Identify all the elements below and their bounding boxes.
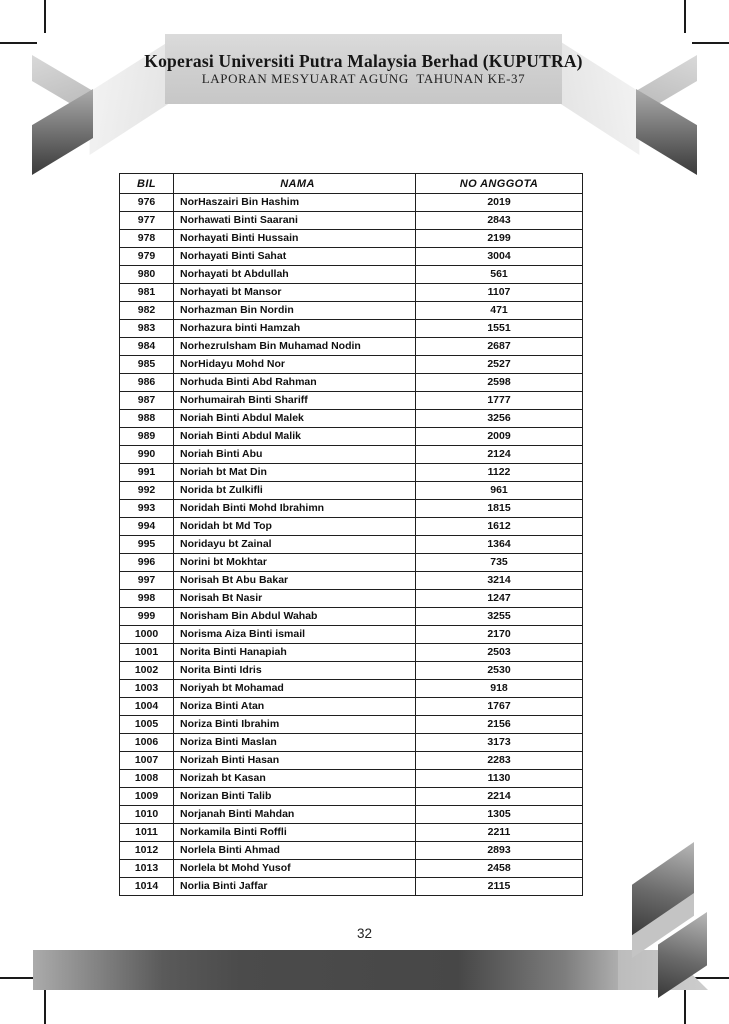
bil-cell: 992: [120, 482, 174, 500]
bil-cell: 1011: [120, 824, 174, 842]
member-no-cell: 2009: [416, 428, 583, 446]
member-no-cell: 2156: [416, 716, 583, 734]
member-no-cell: 2124: [416, 446, 583, 464]
bil-cell: 1009: [120, 788, 174, 806]
member-no-cell: 1767: [416, 698, 583, 716]
member-no-cell: 2214: [416, 788, 583, 806]
table-row: [120, 788, 583, 806]
name-cell: Norhuda Binti Abd Rahman: [174, 374, 416, 392]
column-header-nama: NAMA: [174, 174, 416, 194]
bil-cell: 984: [120, 338, 174, 356]
crop-mark-top-right-vertical: [684, 0, 686, 33]
bil-cell: 981: [120, 284, 174, 302]
bil-cell: 995: [120, 536, 174, 554]
name-cell: Norhayati Binti Sahat: [174, 248, 416, 266]
table-row: [120, 302, 583, 320]
table-row: [120, 464, 583, 482]
table-row: [120, 248, 583, 266]
table-row: [120, 230, 583, 248]
member-no-cell: 1364: [416, 536, 583, 554]
name-cell: Noriah Binti Abu: [174, 446, 416, 464]
member-no-cell: 2211: [416, 824, 583, 842]
member-no-cell: 1305: [416, 806, 583, 824]
report-title: Koperasi Universiti Putra Malaysia Berhad (KUPUTRA): [144, 51, 583, 71]
table-row: [120, 806, 583, 824]
bil-cell: 994: [120, 518, 174, 536]
bil-cell: 990: [120, 446, 174, 464]
report-subtitle: LAPORAN MESYUARAT AGUNG TAHUNAN KE-37: [201, 71, 526, 86]
member-table: [119, 173, 583, 896]
bil-cell: 978: [120, 230, 174, 248]
member-no-cell: 3255: [416, 608, 583, 626]
bil-cell: 988: [120, 410, 174, 428]
column-header-no-anggota: NO ANGGOTA: [416, 174, 583, 194]
name-cell: Norisham Bin Abdul Wahab: [174, 608, 416, 626]
bil-cell: 996: [120, 554, 174, 572]
table-row: [120, 320, 583, 338]
member-no-cell: 3214: [416, 572, 583, 590]
crop-mark-bottom-left-horizontal: [0, 977, 36, 979]
table-row: [120, 770, 583, 788]
name-cell: Noridah Binti Mohd Ibrahimn: [174, 500, 416, 518]
member-no-cell: 1247: [416, 590, 583, 608]
header-banner: [144, 34, 583, 104]
member-no-cell: 961: [416, 482, 583, 500]
name-cell: Norlia Binti Jaffar: [174, 878, 416, 896]
table-row: [120, 500, 583, 518]
table-row: [120, 536, 583, 554]
member-no-cell: 2843: [416, 212, 583, 230]
bil-cell: 976: [120, 194, 174, 212]
member-no-cell: 3256: [416, 410, 583, 428]
table-row: [120, 266, 583, 284]
member-table-body: [120, 194, 583, 896]
member-no-cell: 2527: [416, 356, 583, 374]
bil-cell: 1007: [120, 752, 174, 770]
column-header-bil: BIL: [120, 174, 174, 194]
name-cell: Norjanah Binti Mahdan: [174, 806, 416, 824]
crop-mark-bottom-right-vertical: [684, 984, 686, 1024]
member-no-cell: 2893: [416, 842, 583, 860]
member-no-cell: 1551: [416, 320, 583, 338]
bil-cell: 1008: [120, 770, 174, 788]
crop-mark-top-left-horizontal: [0, 42, 37, 44]
name-cell: Norlela Binti Ahmad: [174, 842, 416, 860]
table-row: [120, 554, 583, 572]
bil-cell: 1013: [120, 860, 174, 878]
name-cell: Norhayati bt Abdullah: [174, 266, 416, 284]
table-row: [120, 644, 583, 662]
table-row: [120, 212, 583, 230]
table-row: [120, 518, 583, 536]
bil-cell: 1004: [120, 698, 174, 716]
member-no-cell: 2019: [416, 194, 583, 212]
table-row: [120, 734, 583, 752]
name-cell: Norhayati Binti Hussain: [174, 230, 416, 248]
member-no-cell: 1107: [416, 284, 583, 302]
table-row: [120, 860, 583, 878]
table-row: [120, 824, 583, 842]
bil-cell: 1006: [120, 734, 174, 752]
table-row: [120, 338, 583, 356]
table-row: [120, 842, 583, 860]
member-no-cell: 1122: [416, 464, 583, 482]
table-row: [120, 662, 583, 680]
name-cell: Noridah bt Md Top: [174, 518, 416, 536]
name-cell: Noriyah bt Mohamad: [174, 680, 416, 698]
bil-cell: 982: [120, 302, 174, 320]
name-cell: Norhawati Binti Saarani: [174, 212, 416, 230]
member-no-cell: 2687: [416, 338, 583, 356]
member-no-cell: 2458: [416, 860, 583, 878]
name-cell: Noridayu bt Zainal: [174, 536, 416, 554]
table-row: [120, 752, 583, 770]
bil-cell: 985: [120, 356, 174, 374]
member-no-cell: 2115: [416, 878, 583, 896]
table-row: [120, 626, 583, 644]
ribbon-chevron-right-dark: [636, 89, 697, 175]
bil-cell: 980: [120, 266, 174, 284]
name-cell: Noriza Binti Atan: [174, 698, 416, 716]
member-no-cell: 2283: [416, 752, 583, 770]
member-no-cell: 561: [416, 266, 583, 284]
bil-cell: 977: [120, 212, 174, 230]
name-cell: Norini bt Mokhtar: [174, 554, 416, 572]
bottom-gradient-bar: [33, 950, 623, 990]
bil-cell: 997: [120, 572, 174, 590]
name-cell: Norisah Bt Abu Bakar: [174, 572, 416, 590]
bil-cell: 991: [120, 464, 174, 482]
bil-cell: 986: [120, 374, 174, 392]
name-cell: Norida bt Zulkifli: [174, 482, 416, 500]
bil-cell: 993: [120, 500, 174, 518]
table-row: [120, 428, 583, 446]
member-no-cell: 3004: [416, 248, 583, 266]
bil-cell: 1003: [120, 680, 174, 698]
name-cell: Norisah Bt Nasir: [174, 590, 416, 608]
table-row: [120, 572, 583, 590]
member-no-cell: 1777: [416, 392, 583, 410]
member-table-header: [120, 174, 583, 194]
bil-cell: 998: [120, 590, 174, 608]
name-cell: Noriza Binti Ibrahim: [174, 716, 416, 734]
bil-cell: 1012: [120, 842, 174, 860]
table-row: [120, 716, 583, 734]
member-no-cell: 2530: [416, 662, 583, 680]
name-cell: Norhazura binti Hamzah: [174, 320, 416, 338]
member-no-cell: 1130: [416, 770, 583, 788]
table-row: [120, 284, 583, 302]
ribbon-chevron-left-dark: [32, 89, 93, 175]
member-no-cell: 471: [416, 302, 583, 320]
table-row: [120, 680, 583, 698]
member-no-cell: 2503: [416, 644, 583, 662]
name-cell: Norhumairah Binti Shariff: [174, 392, 416, 410]
bil-cell: 1002: [120, 662, 174, 680]
table-row: [120, 392, 583, 410]
member-no-cell: 2170: [416, 626, 583, 644]
name-cell: NorHidayu Mohd Nor: [174, 356, 416, 374]
name-cell: Noriza Binti Maslan: [174, 734, 416, 752]
member-no-cell: 1612: [416, 518, 583, 536]
page-number: 32: [356, 926, 373, 941]
member-no-cell: 1815: [416, 500, 583, 518]
name-cell: Norizan Binti Talib: [174, 788, 416, 806]
header-row: [120, 174, 583, 194]
bil-cell: 1000: [120, 626, 174, 644]
member-no-cell: 2199: [416, 230, 583, 248]
name-cell: Noriah bt Mat Din: [174, 464, 416, 482]
bil-cell: 1005: [120, 716, 174, 734]
table-row: [120, 356, 583, 374]
name-cell: NorHaszairi Bin Hashim: [174, 194, 416, 212]
table-row: [120, 878, 583, 896]
bil-cell: 1014: [120, 878, 174, 896]
bil-cell: 1010: [120, 806, 174, 824]
bil-cell: 979: [120, 248, 174, 266]
name-cell: Norisma Aiza Binti ismail: [174, 626, 416, 644]
name-cell: Norlela bt Mohd Yusof: [174, 860, 416, 878]
name-cell: Norhayati bt Mansor: [174, 284, 416, 302]
name-cell: Norhezrulsham Bin Muhamad Nodin: [174, 338, 416, 356]
member-no-cell: 735: [416, 554, 583, 572]
name-cell: Norkamila Binti Roffli: [174, 824, 416, 842]
table-row: [120, 194, 583, 212]
table-row: [120, 446, 583, 464]
table-row: [120, 608, 583, 626]
crop-mark-bottom-left-vertical: [44, 984, 46, 1024]
table-row: [120, 410, 583, 428]
crop-mark-top-right-horizontal: [692, 42, 729, 44]
table-row: [120, 590, 583, 608]
table-row: [120, 698, 583, 716]
name-cell: Norizah bt Kasan: [174, 770, 416, 788]
table-row: [120, 482, 583, 500]
member-no-cell: 918: [416, 680, 583, 698]
bil-cell: 983: [120, 320, 174, 338]
name-cell: Noriah Binti Abdul Malik: [174, 428, 416, 446]
bil-cell: 1001: [120, 644, 174, 662]
name-cell: Norizah Binti Hasan: [174, 752, 416, 770]
crop-mark-top-left-vertical: [44, 0, 46, 33]
crop-mark-bottom-right-horizontal: [693, 977, 729, 979]
bil-cell: 989: [120, 428, 174, 446]
name-cell: Norhazman Bin Nordin: [174, 302, 416, 320]
name-cell: Noriah Binti Abdul Malek: [174, 410, 416, 428]
name-cell: Norita Binti Idris: [174, 662, 416, 680]
bil-cell: 987: [120, 392, 174, 410]
member-no-cell: 3173: [416, 734, 583, 752]
bil-cell: 999: [120, 608, 174, 626]
member-no-cell: 2598: [416, 374, 583, 392]
table-row: [120, 374, 583, 392]
name-cell: Norita Binti Hanapiah: [174, 644, 416, 662]
